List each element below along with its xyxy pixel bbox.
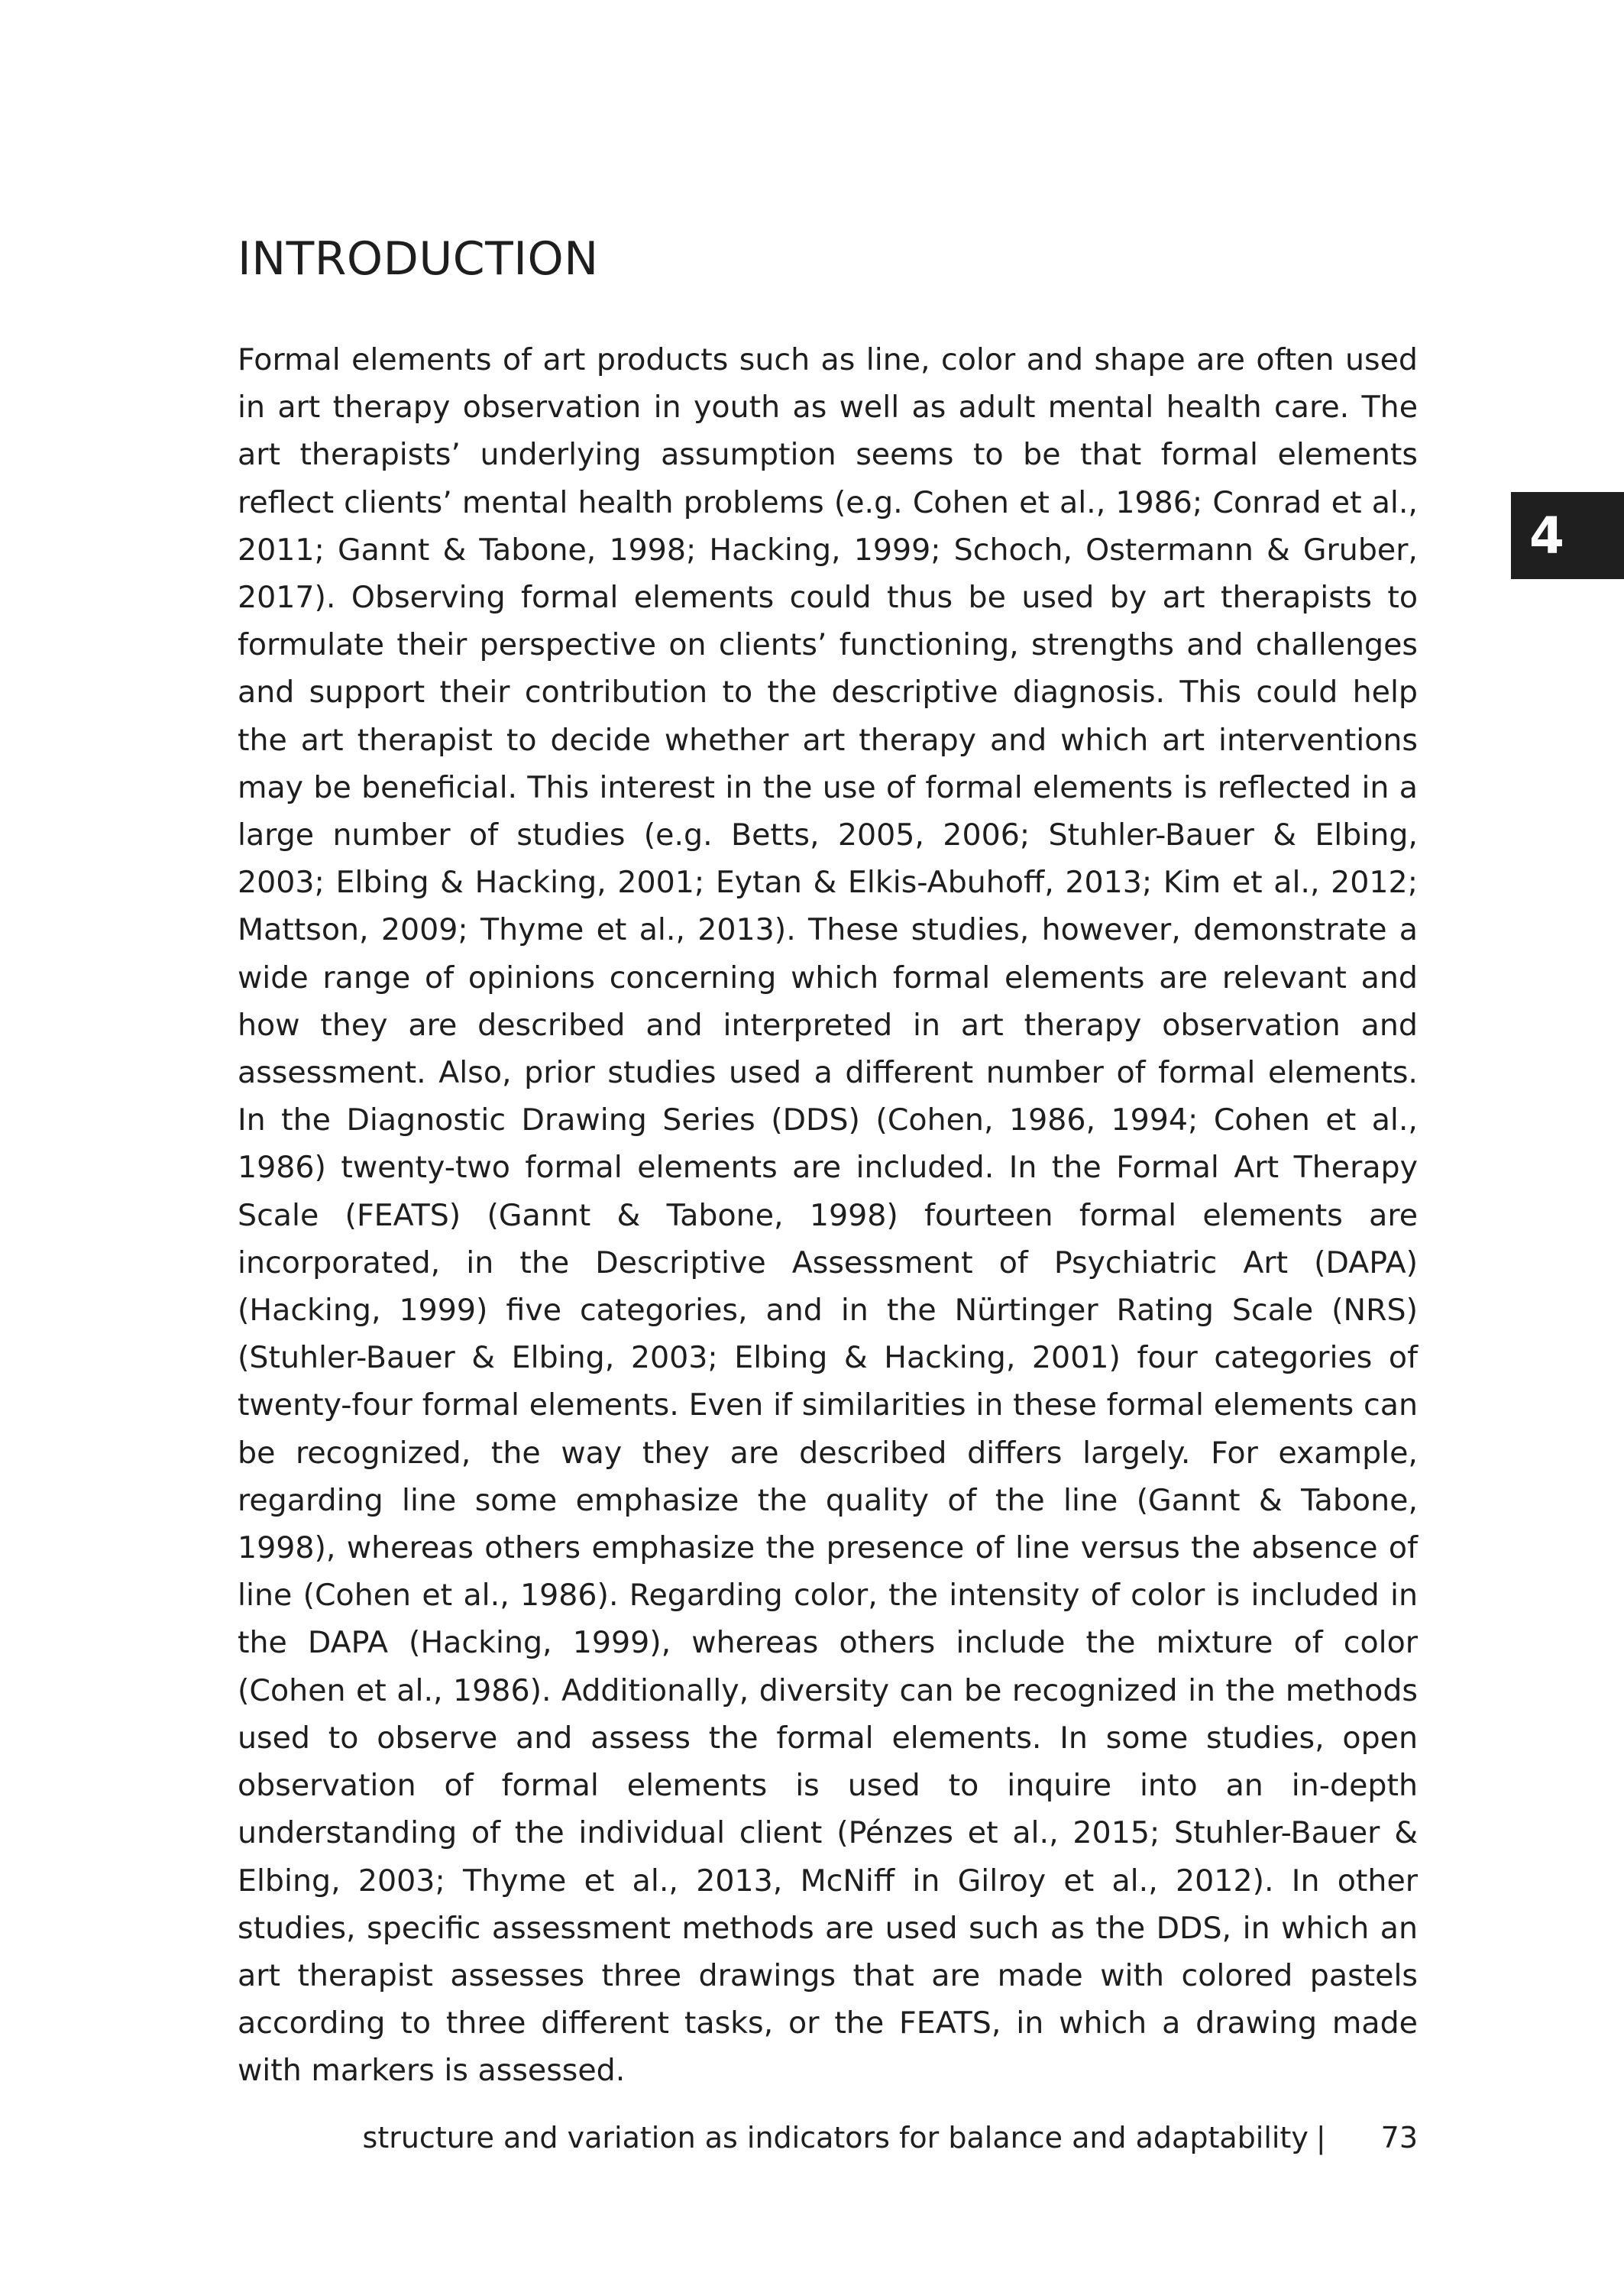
section-heading: INTRODUCTION (238, 232, 599, 286)
footer-divider: | (1315, 2121, 1326, 2154)
body-paragraph: Formal elements of art products such as line, color and shape are often used in art therapy observation in youth as well as adult mental health care. The art therapists’ underlying assumption seems to be that formal elements reflect clients’ mental health problems (e.g. Cohen et al., 1986; Conrad et al., 2011; Gannt & Tabone, 1998; Hacking, 1999; Schoch, Ostermann & Gruber, 2017). Observing formal elements could thus be used by art therapists to formulate their perspective on clients’ functioning, strengths and challenges and support their contribution to the descriptive diagnosis. This could help the art therapist to decide whether art therapy and which art interventions may be beneficial. This interest in the use of formal elements is reflected in a large number of studies (e.g. Betts, 2005, 2006; Stuhler-Bauer & Elbing, 2003; Elbing & Hacking, 2001; Eytan & Elkis-Abuhoff, 2013; Kim et al., 2012; Mattson, 2009; Thyme et al., 2013). These studies, however, demonstrate a wide range of opinions concerning which formal elements are relevant and how they are described and interpreted in art therapy observation and assessment. Also, prior studies used a different number of formal elements. In the Diagnostic Drawing Series (DDS) (Cohen, 1986, 1994; Cohen et al., 1986) twenty-two formal elements are included. In the Formal Art Therapy Scale (FEATS) (Gannt & Tabone, 1998) fourteen formal elements are incorporated, in the Descriptive Assessment of Psychiatric Art (DAPA) (Hacking, 1999) five categories, and in the Nürtinger Rating Scale (NRS) (Stuhler-Bauer & Elbing, 2003; Elbing & Hacking, 2001) four categories of twenty-four formal elements. Even if similarities in these formal elements can be recognized, the way they are described differs largely. For example, regarding line some emphasize the quality of the line (Gannt & Tabone, 1998), whereas others emphasize the presence of line versus the absence of line (Cohen et al., 1986). Regarding color, the intensity of color is included in the DAPA (Hacking, 1999), whereas others include the mixture of color (Cohen et al., 1986). Additionally, diversity can be recognized in the methods used to observe and assess the formal elements. In some studies, open observation of formal elements is used to inquire into an in-depth understanding of the individual client (Pénzes et al., 2015; Stuhler-Bauer & Elbing, 2003; Thyme et al., 2013, McNiff in Gilroy et al., 2012). In other studies, specific assessment methods are used such as the DDS, in which an art therapist assesses three drawings that are made with colored pastels according to three different tasks, or the FEATS, in which a drawing made with markers is assessed. (238, 342, 1418, 2089)
page-number: 73 (1380, 2121, 1418, 2154)
running-title: structure and variation as indicators for balance and adaptability (362, 2121, 1309, 2154)
running-footer (363, 2121, 1418, 2154)
chapter-number: 4 (1529, 506, 1564, 565)
chapter-tab (1511, 492, 1624, 579)
